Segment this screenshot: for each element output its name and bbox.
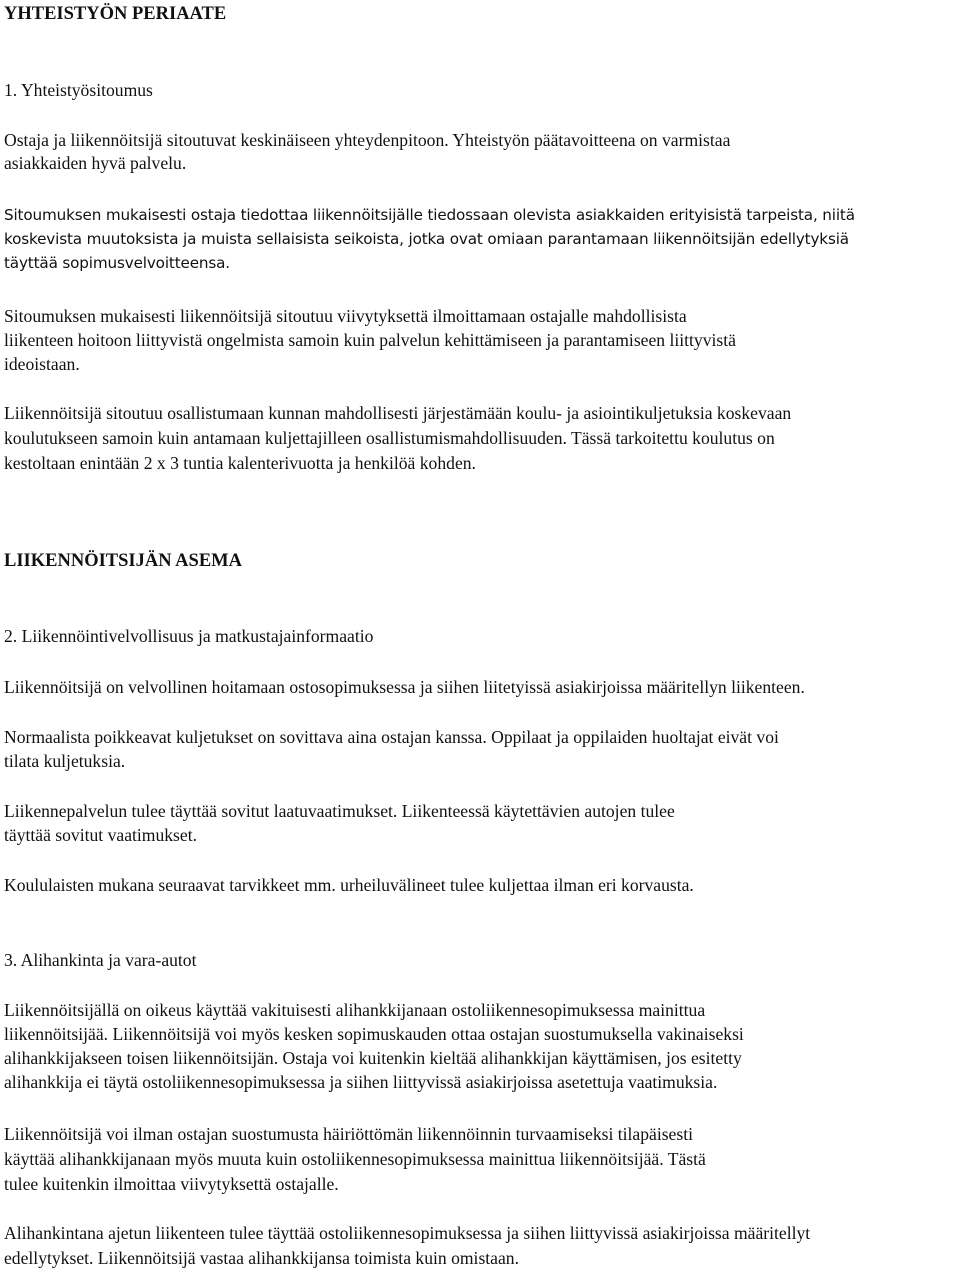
s1-p1-line-2: asiakkaiden hyvä palvelu. [4, 153, 187, 173]
s1-p3-line-3: ideoistaan. [4, 354, 80, 374]
s1-p2-line-3: täyttää sopimusvelvoitteensa. [4, 254, 230, 272]
s3-p2-line-2: käyttää alihankkijanaan myös muuta kuin ostoliikennesopimuksessa mainittua liikennöitsijää. Tästä [4, 1149, 706, 1169]
section-3-title: 3. Alihankinta ja vara-autot [4, 950, 197, 970]
s1-p2-line-1: Sitoumuksen mukaisesti ostaja tiedottaa liikennöitsijälle tiedossaan olevista asiakkaiden erityisistä tarpeista, niitä [4, 206, 855, 224]
s2-p4-line-1: Koululaisten mukana seuraavat tarvikkeet mm. urheiluvälineet tulee kuljettaa ilman eri korvausta. [4, 875, 694, 895]
s1-p4-line-3: kestoltaan enintään 2 x 3 tuntia kalenterivuotta ja henkilöä kohden. [4, 453, 476, 473]
s3-p3-line-2: edellytykset. Liikennöitsijä vastaa alihankkijansa toimista kuin omistaan. [4, 1248, 519, 1268]
s3-p1-line-2: liikennöitsijää. Liikennöitsijä voi myös kesken sopimuskauden ottaa ostajan suostumuksella vakinaiseksi [4, 1024, 744, 1044]
s3-p1-line-4: alihankkija ei täytä ostoliikennesopimuksessa ja siihen liittyvissä asiakirjoissa asetettuja vaatimuksia. [4, 1072, 718, 1092]
s1-p4-line-2: koulutukseen samoin kuin antamaan kuljettajilleen osallistumismahdollisuuden. Tässä tarkoitettu koulutus on [4, 428, 775, 448]
s3-p3-line-1: Alihankintana ajetun liikenteen tulee täyttää ostoliikennesopimuksessa ja siihen liittyvissä asiakirjoissa määritellyt [4, 1223, 811, 1243]
s1-p1-line-1: Ostaja ja liikennöitsijä sitoutuvat keskinäiseen yhteydenpitoon. Yhteistyön päätavoitteena on varmistaa [4, 130, 731, 150]
s1-p3-line-1: Sitoumuksen mukaisesti liikennöitsijä sitoutuu viivytyksettä ilmoittamaan ostajalle mahdollisista [4, 306, 687, 326]
s3-p1-line-1: Liikennöitsijällä on oikeus käyttää vakituisesti alihankkijanaan ostoliikennesopimuksessa mainittua [4, 1000, 706, 1020]
s1-p4-line-1: Liikennöitsijä sitoutuu osallistumaan kunnan mahdollisesti järjestämään koulu- ja asiointikuljetuksia koskevaan [4, 403, 792, 423]
s1-p2-line-2: koskevista muutoksista ja muista sellaisista seikoista, jotka ovat omiaan parantamaan liikennöitsijän edellytyksiä [4, 230, 849, 248]
heading-liikennoitsijan-asema: LIIKENNÖITSIJÄN ASEMA [4, 551, 242, 571]
heading-yhteistyon-periaate: YHTEISTYÖN PERIAATE [4, 4, 227, 24]
section-1-title: 1. Yhteistyösitoumus [4, 80, 153, 100]
s1-p3-line-2: liikenteen hoitoon liittyvistä ongelmista samoin kuin palvelun kehittämiseen ja parantamiseen liittyvistä [4, 330, 736, 350]
s3-p1-line-3: alihankkijakseen toisen liikennöitsijän. Ostaja voi kuitenkin kieltää alihankkijan käyttämisen, jos esitetty [4, 1048, 742, 1068]
section-2-title: 2. Liikennöintivelvollisuus ja matkustajainformaatio [4, 626, 374, 646]
s2-p3-line-1: Liikennepalvelun tulee täyttää sovitut laatuvaatimukset. Liikenteessä käytettävien autojen tulee [4, 801, 675, 821]
s3-p2-line-1: Liikennöitsijä voi ilman ostajan suostumusta häiriöttömän liikennöinnin turvaamiseksi tilapäisesti [4, 1124, 693, 1144]
s2-p2-line-1: Normaalista poikkeavat kuljetukset on sovittava aina ostajan kanssa. Oppilaat ja oppilaiden huoltajat eivät voi [4, 727, 779, 747]
s2-p2-line-2: tilata kuljetuksia. [4, 751, 126, 771]
s3-p2-line-3: tulee kuitenkin ilmoittaa viivytyksettä ostajalle. [4, 1174, 339, 1194]
s2-p1-line-1: Liikennöitsijä on velvollinen hoitamaan ostosopimuksessa ja siihen liitetyissä asiakirjoissa määritellyn liikenteen. [4, 677, 805, 697]
s2-p3-line-2: täyttää sovitut vaatimukset. [4, 825, 197, 845]
